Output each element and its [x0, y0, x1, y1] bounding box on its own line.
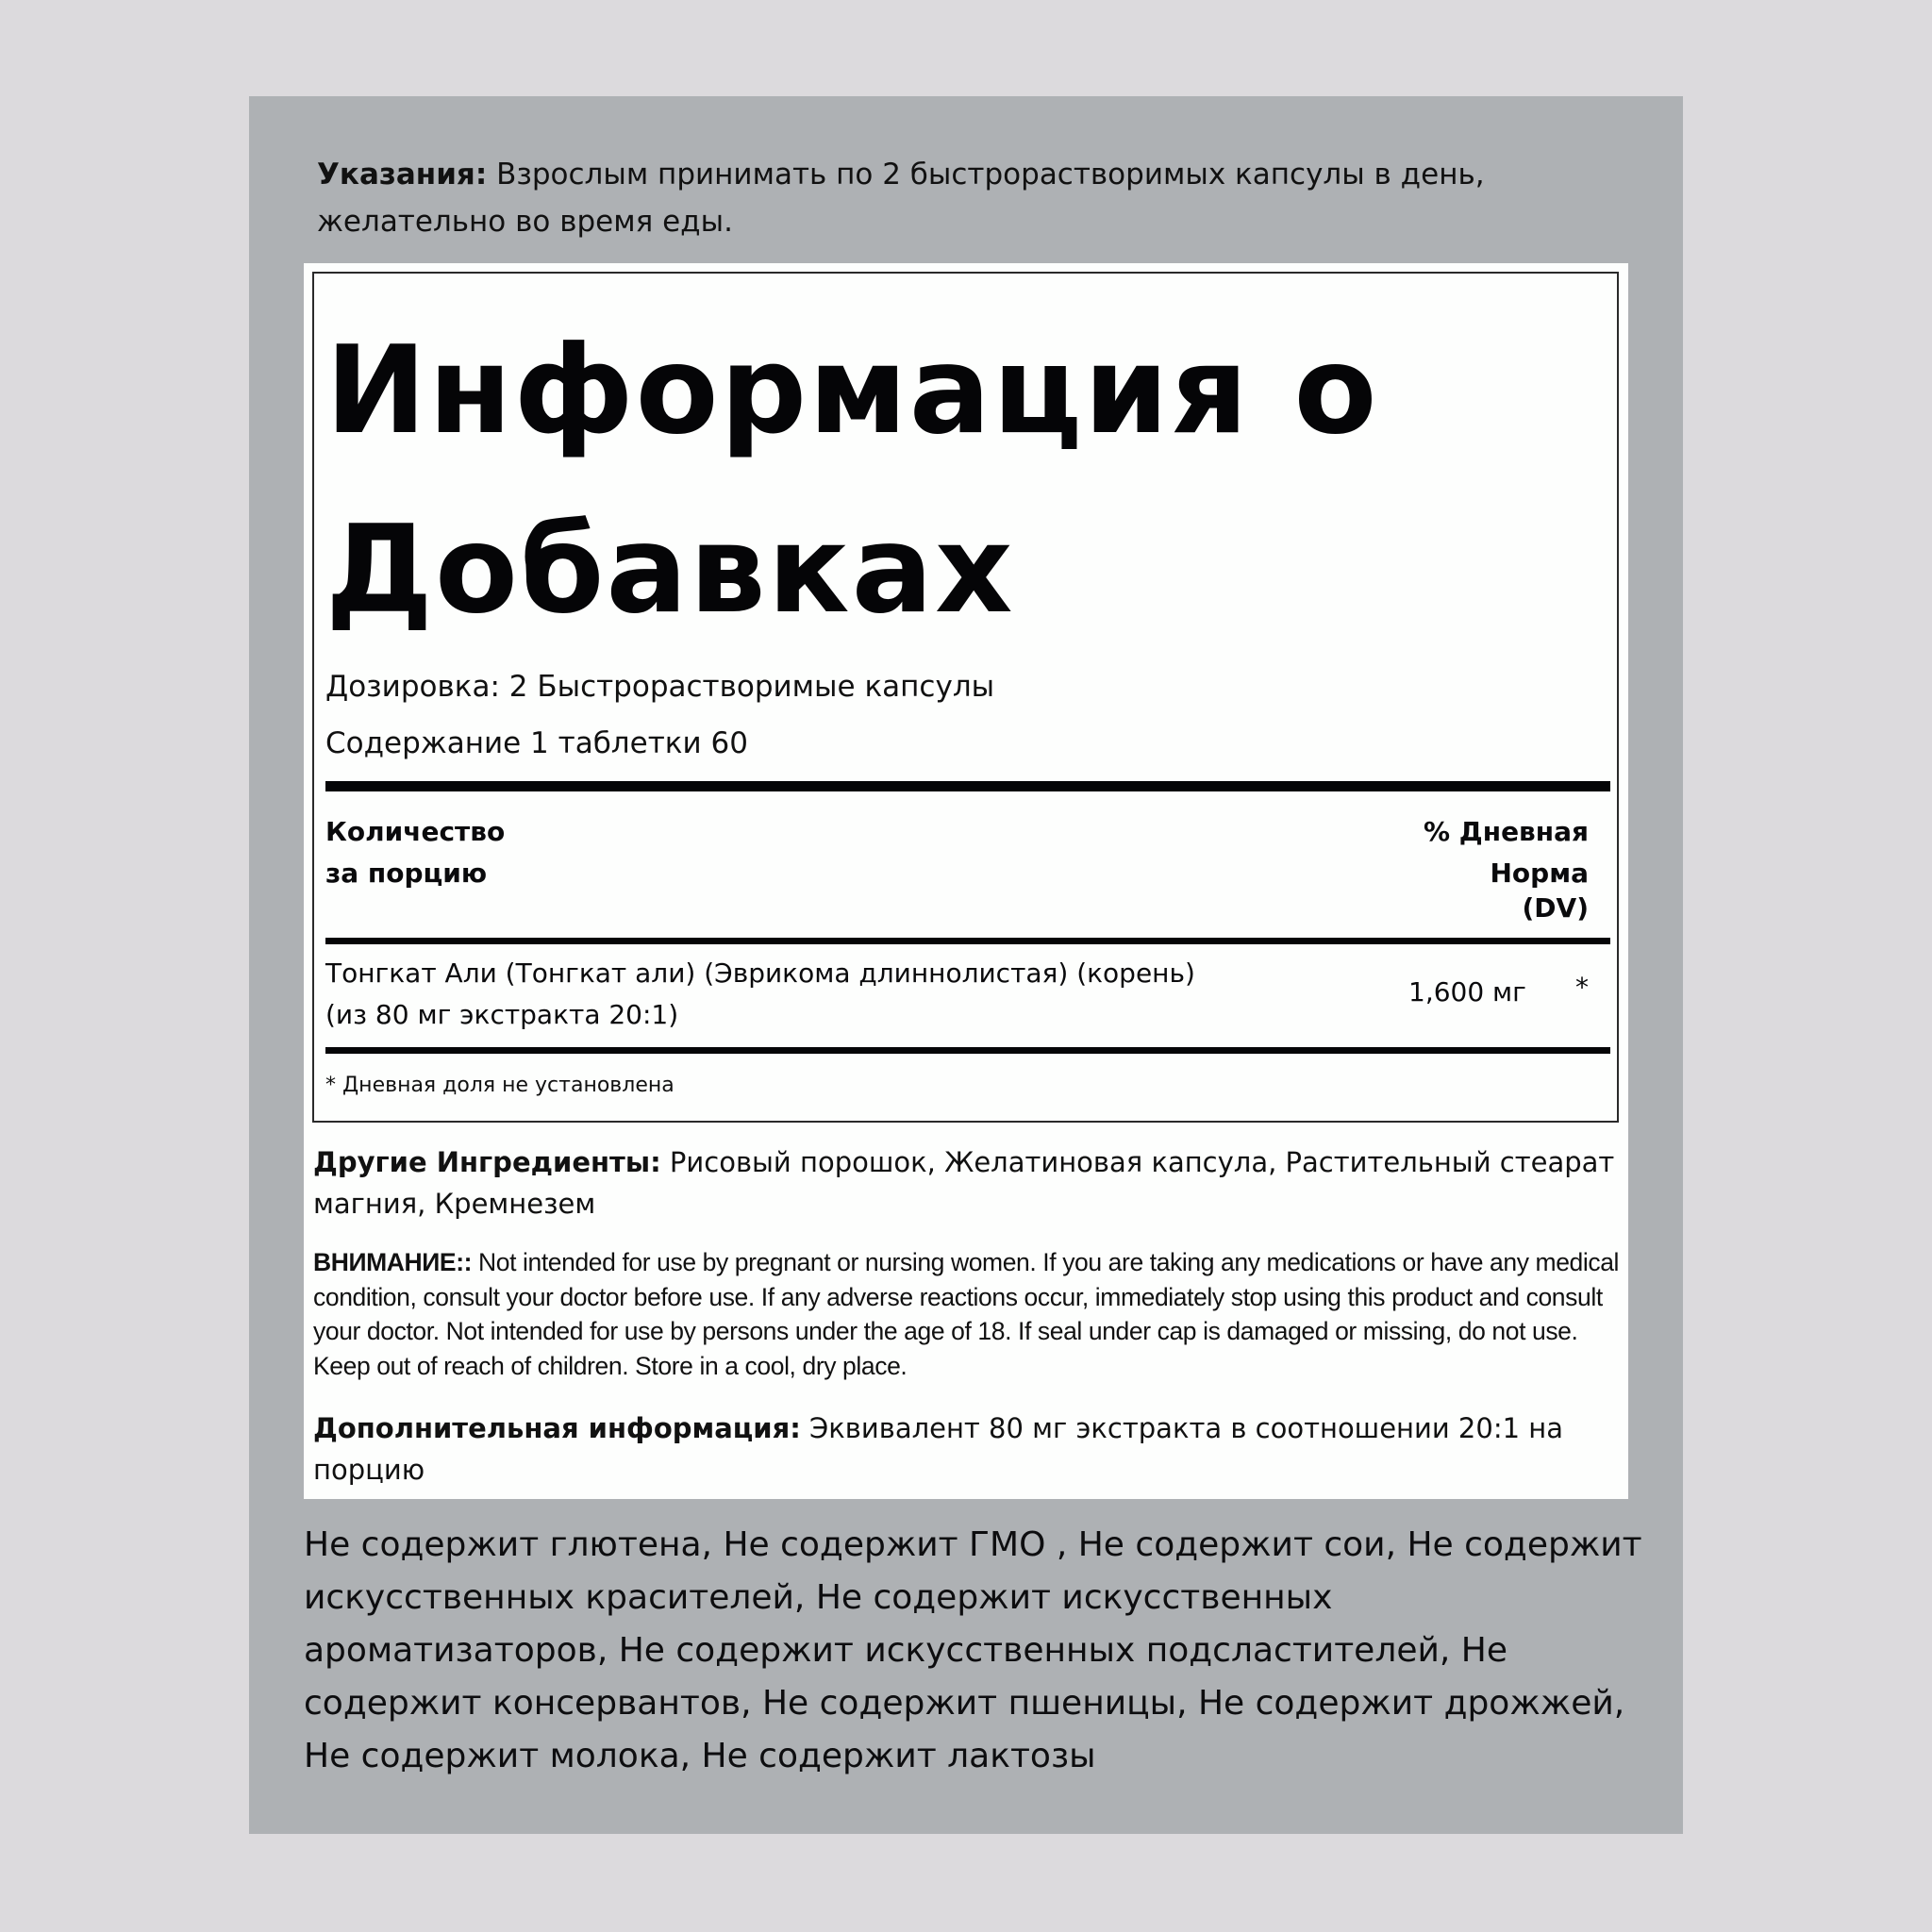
warning-label: ВНИМАНИЕ::	[313, 1248, 473, 1276]
daily-value-header	[1424, 811, 1589, 923]
dv-header-line1: % Дневная	[1423, 816, 1589, 847]
ingredient-name-line1: Тонгкат Али (Тонгкат али) (Эврикома длиннолистая) (корень)	[325, 958, 1195, 989]
servings-per-container: Содержание 1 таблетки 60	[325, 726, 748, 760]
directions	[317, 151, 1572, 245]
other-ingredients-text: Рисовый порошок, Желатиновая капсула, Растительный стеарат магния, Кремнезем	[313, 1146, 1615, 1220]
ingredient-name	[325, 953, 1269, 1036]
thick-divider	[325, 781, 1610, 791]
other-ingredients-label: Другие Ингредиенты:	[313, 1146, 661, 1178]
ingredient-name-line2: (из 80 мг экстракта 20:1)	[325, 999, 679, 1030]
amount-header-line2: за порцию	[325, 858, 488, 889]
directions-text: Взрослым принимать по 2 быстрорастворимых капсулы в день, желательно во время еды.	[317, 158, 1485, 239]
additional-info	[313, 1407, 1615, 1491]
amount-header-line1: Количество	[325, 816, 506, 847]
ingredient-amount: 1,600 мг	[1408, 976, 1526, 1008]
dv-footnote: * Дневная доля не установлена	[325, 1074, 675, 1097]
directions-label: Указания:	[317, 158, 488, 192]
dv-header-line3: (DV)	[1522, 892, 1589, 924]
additional-info-text: Эквивалент 80 мг экстракта в соотношении 20:1 на порцию	[313, 1412, 1564, 1486]
amount-per-serving-header	[325, 811, 505, 894]
warning-text: Not intended for use by pregnant or nursing women. If you are taking any medications or have any medical condition, consult your doctor before use. If any adverse reactions occur, immediately stop using this product and consult your doctor. Not intended for use by persons under the age of 18. If seal under cap is damaged or missing, do not use. Keep out of reach of children. Store in a cool, dry place.	[313, 1248, 1620, 1380]
warning	[313, 1245, 1624, 1383]
medium-divider	[325, 938, 1610, 944]
ingredient-dv: *	[1575, 972, 1589, 1003]
free-from-statement: Не содержит глютена, Не содержит ГМО , Не содержит сои, Не содержит искусственных красителей, Не содержит искусственных ароматизаторов, Не содержит искусственных подсластителей, Не содержит консервантов, Не содержит пшеницы, Не содержит дрожжей, Не содержит молока, Не содержит лактозы	[304, 1525, 1642, 1775]
supplement-facts-title: Информация о Добавках	[325, 321, 1379, 641]
dv-header-line2: Норма	[1490, 858, 1589, 889]
medium-divider	[325, 1047, 1610, 1054]
other-ingredients	[313, 1141, 1615, 1224]
serving-size: Дозировка: 2 Быстрорастворимые капсулы	[325, 670, 995, 704]
supplement-facts-box	[312, 272, 1619, 1123]
additional-info-label: Дополнительная информация:	[313, 1412, 801, 1444]
